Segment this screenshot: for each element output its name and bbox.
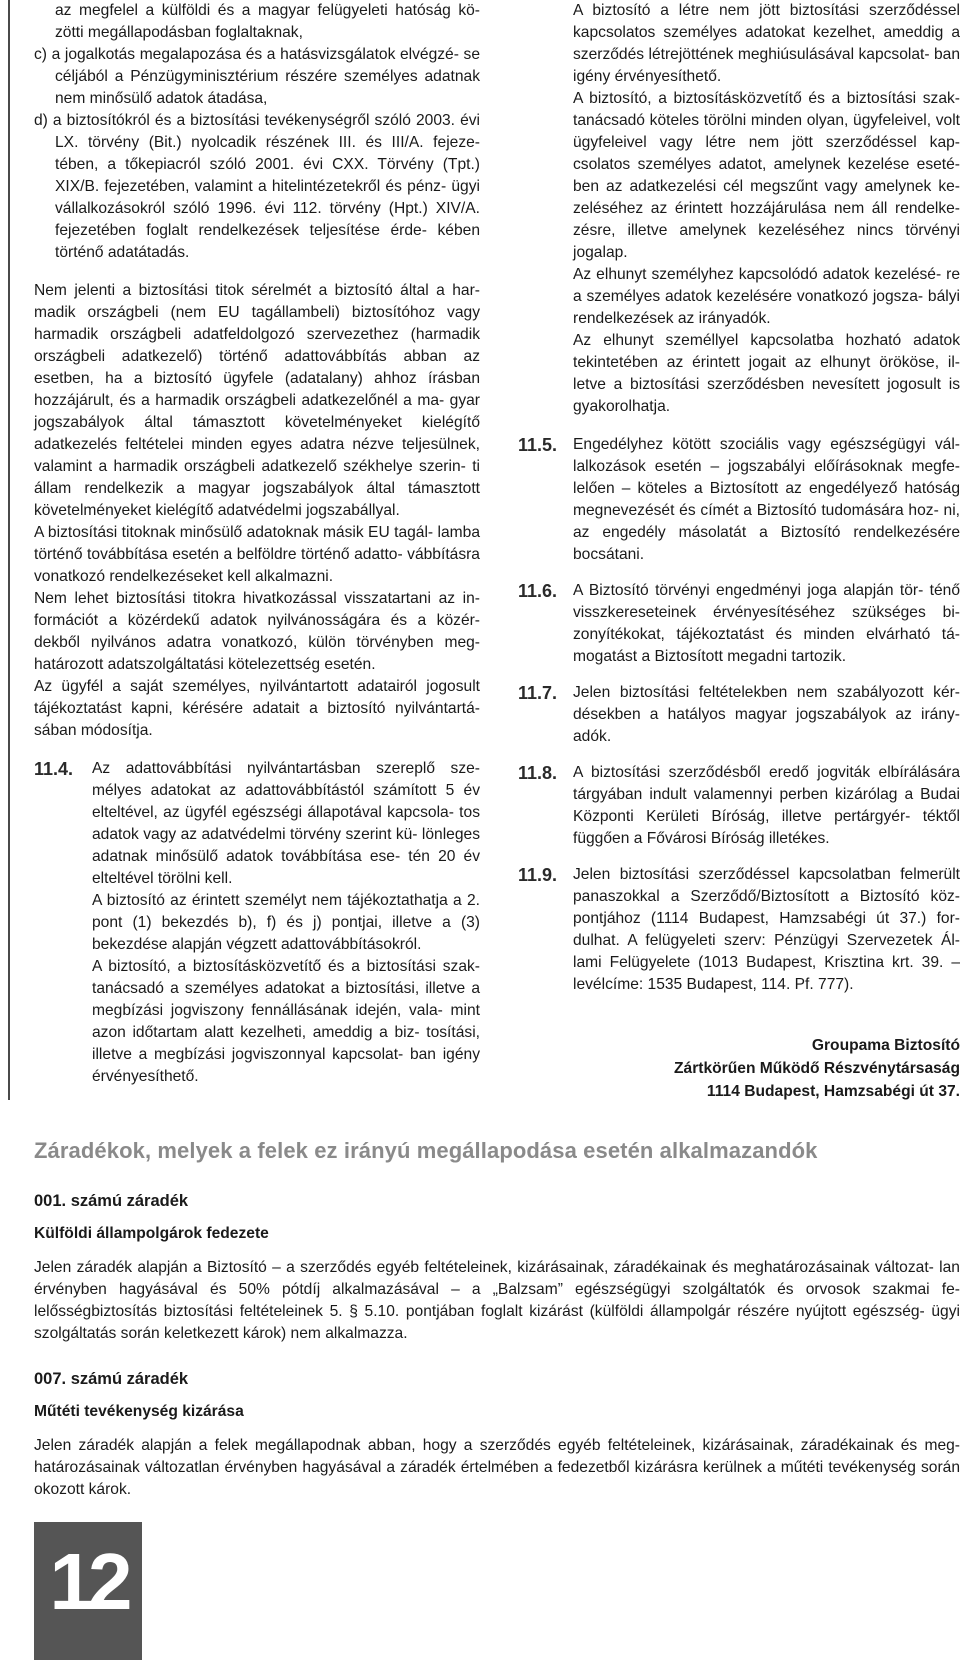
clause-number: 007. számú záradék xyxy=(34,1370,189,1388)
clause-title: Műtéti tevékenység kizárása xyxy=(34,1403,244,1420)
section-text: Jelen biztosítási feltételekben nem szabályozott kér- désekben a hatályos magyar jogszabályok az irány- adók. xyxy=(573,684,960,745)
section-paragraph: Az adattovábbítási nyilvántartásban szereplő sze- mélyes adatokat az adattovábbítástól számított 5 év elteltével, az ügyfél egészségi állapotával kapcsola- tos adatok vagy az adatvédelmi törvény szerint kü- lönleges adatnak minősülő adatok továbbítása ese- tén 20 év elteltével törölni kell. xyxy=(92,760,480,887)
section-number: 11.5. xyxy=(518,435,558,455)
list-item-continued: az megfelel a külföldi és a magyar felügyeleti hatóság kö- zötti megállapodásban foglaltaknak, xyxy=(55,2,480,41)
right-column xyxy=(518,0,960,1103)
clause-text: Jelen záradék alapján a felek megállapodnak abban, hogy a szerződés egyéb feltételeinek, kizárásainak, záradékainak és meg- határozásainak változatlan érvényben hagyásával a záradék értelmében a fedezetből kizárásra kerülnek a műtéti tevékenység során okozott károk. xyxy=(34,1437,960,1498)
left-margin-rule xyxy=(8,0,10,1100)
section-number: 11.9. xyxy=(518,865,558,885)
paragraph-eu-transfer: A biztosítási titoknak minősülő adatoknak másik EU tagál- lamba történő továbbítása esetén a belföldre történő adatto- vábbításra vonatkozó rendelkezéseket kell alkalmazni. xyxy=(34,524,480,585)
paragraph-client-rights: Az ügyfél a saját személyes, nyilvántartott adatairól jogosult tájékoztatást kapni, kérésére adatait a biztosító nyilvántartá- sában módosítja. xyxy=(34,678,480,739)
section-paragraph: Az elhunyt személyhez kapcsolódó adatok kezelésé- re a személyes adatok kezelésére vonatkozó jogsza- bályi rendelkezések az irányadók. xyxy=(573,266,960,327)
section-number: 11.8. xyxy=(518,763,558,783)
section-text: Engedélyhez kötött szociális vagy egészségügyi vál- lalkozások esetén – jogszabályi előírásoknak megfe- lelően – köteles a Biztosított az engedélyező hatóság megnevezését és címét a Biztosító tudomására hoz- ni, az engedély másolatát a Biztosító rendelkezésére bocsátani. xyxy=(573,436,960,563)
company-signature xyxy=(518,1034,960,1103)
section-11-5 xyxy=(518,434,960,566)
clause-text: Jelen záradék alapján a Biztosító – a szerződés egyéb feltételeinek, kizárásainak, záradékainak és meghatározásainak változat- lan érvényben hagyásával és 50% pótdíj alkalmazásával – a „Balzsam” egészségügyi szolgáltatók és orvosok szakmai fe- lelősségbiztosítás biztosítási feltételeinek 5. § 5.10. pontjában foglalt kizárást (külföldi állampolgár részére nyújtott egészség- ügyi szolgáltatás során keletkezett károk) nem alkalmazza. xyxy=(34,1259,960,1342)
section-11-8 xyxy=(518,762,960,850)
paragraph-third-country: Nem jelenti a biztosítási titok sérelmét a biztosító által a har- madik országbeli (nem EU tagállambeli) biztosítóhoz vagy harmadik országbeli adatfeldolgozó szervezethez (harmadik országbeli adatkezelő) történő adattovábbítás abban az esetben, ha a biztosító ügyfele (adatalany) ahhoz írásban hozzájárult, és a harmadik országbeli adatkezelőnél a ma- gyar jogszabályok által támasztott követelményeket kielégítő adatkezelés feltételei minden egyes adatra nézve teljesülnek, valamint a harmadik országbeli adatkezelő székhelye szerin- ti állam rendelkezik a magyar jogszabályok által támasztott követelményeket kielégítő adatvédelmi jogszabállyal. xyxy=(34,282,480,519)
section-body xyxy=(92,758,480,1088)
section-number: 11.4. xyxy=(34,759,74,779)
list-item-c: c) a jogalkotás megalapozása és a hatásvizsgálatok elvégzé- se céljából a Pénzügyminisztérium részére személyes adatnak nem minősülő adatok átadása, xyxy=(34,46,480,107)
page-number-block xyxy=(34,1522,142,1660)
left-column xyxy=(34,0,480,1088)
section-paragraph: A biztosító, a biztosításközvetítő és a biztosítási szak- tanácsadó köteles törölni minden olyan, ügyfeleivel, volt ügyfeleivel vagy létre nem jött szerződéssel kap- csolatos személyes adatot, amelynek kezelése eseté- ben az adatkezelési cél megszűnt vagy amelynek ke- zeléséhez az érintett hozzájárulása nem áll rendelke- zésre, illetve amelynek kezeléséhez nincs törvényi jogalap. xyxy=(573,90,960,261)
section-paragraph: Az elhunyt személlyel kapcsolatba hozható adatok tekintetében az érintett jogait az elhunyt örököse, il- letve a biztosítási szerződésben nevesített jogosult is gyakorolhatja. xyxy=(573,332,960,415)
company-legal-form: Zártkörűen Működő Részvénytársaság xyxy=(674,1060,960,1077)
section-text: A Biztosító törvényi engedményi joga alapján tör- ténő visszkereseteinek érvényesítéséhez szükséges bi- zonyítékokat, tájékoztatást és minden elvárható tá- mogatást a Biztosított megadni tartozik. xyxy=(573,582,960,665)
section-text: A biztosítási szerződésből eredő jogviták elbírálására tárgyában indult valamennyi perben kizárólag a Budai Központi Kerületi Bíróság, illetve pertárgyér- téktől függően a Fővárosi Bíróság illetékes. xyxy=(573,764,960,847)
section-11-7 xyxy=(518,682,960,748)
section-number: 11.7. xyxy=(518,683,558,703)
section-paragraph: A biztosító, a biztosításközvetítő és a biztosítási szak- tanácsadó a személyes adatokat a biztosítási, illetve a megbízási jogviszony fennállásának idején, vala- mint azon időtartam alatt kezelheti, ameddig a biz- tosítási, illetve a megbízási jogviszonnyal kapcsolat- ban igény érvényesíthető. xyxy=(92,958,480,1085)
section-11-6 xyxy=(518,580,960,668)
paragraph-public-data: Nem lehet biztosítási titokra hivatkozással visszatartani az in- formációt a közérdekű adatok nyilvánosságára és a közér- dekből nyilvános adatra vonatkozó, külön törvényben meg- határozott adatszolgáltatási kötelezettség esetén. xyxy=(34,590,480,673)
section-paragraph: A biztosító az érintett személyt nem tájékoztathatja a 2. pont (1) bekezdés b), f) és j) pontjai, illetve a (3) bekezdése alapján végzett adattovábbításokról. xyxy=(92,892,480,953)
company-address: 1114 Budapest, Hamzsabégi út 37. xyxy=(706,1083,960,1100)
clause-001 xyxy=(34,1192,960,1345)
company-name: Groupama Biztosító xyxy=(811,1037,960,1054)
clause-number: 001. számú záradék xyxy=(34,1192,189,1210)
section-11-4 xyxy=(34,758,480,1088)
page-number: 12 xyxy=(49,1537,127,1626)
section-number: 11.6. xyxy=(518,581,558,601)
list-item-d: d) a biztosítókról és a biztosítási tevékenységről szóló 2003. évi LX. törvény (Bit.) nyolcadik részének III. és III/A. fejeze- tében, a tőkepiacról szóló 2001. évi CXX. Törvény (Tpt.) XIX/B. fejezetében, valamint a hitelintézetekről és pénz- ügyi vállalkozásokról szóló 1996. évi 112. törvény (Hpt.) XIV/A. fejezetében foglalt rendelkezések teljesítése érde- kében történő adatátadás. xyxy=(34,112,480,261)
clause-007 xyxy=(34,1370,960,1501)
section-paragraph: A biztosító a létre nem jött biztosítási szerződéssel kapcsolatos személyes adatokat kezelhet, ameddig a szerződés létrejöttének meghiúsulásával kapcsolat- ban igény érvényesíthető. xyxy=(573,2,960,85)
clauses-heading: Záradékok, melyek a felek ez irányú megállapodása esetén alkalmazandók xyxy=(34,1138,818,1163)
section-11-9 xyxy=(518,864,960,996)
section-11-4-continued xyxy=(518,0,960,418)
clause-title: Külföldi állampolgárok fedezete xyxy=(34,1225,269,1242)
section-text: Jelen biztosítási szerződéssel kapcsolatban felmerült panaszokkal a Szerződő/Biztosított a Biztosító köz- pontjához (1114 Budapest, Hamzsabégi út 37.) for- dulhat. A felügyeleti szerv: Pénzügyi Szervezetek Ál- lami Felügyelete (1013 Budapest, Krisztina krt. 39. – levélcíme: 1535 Budapest, 114. Pf. 777). xyxy=(573,866,960,993)
